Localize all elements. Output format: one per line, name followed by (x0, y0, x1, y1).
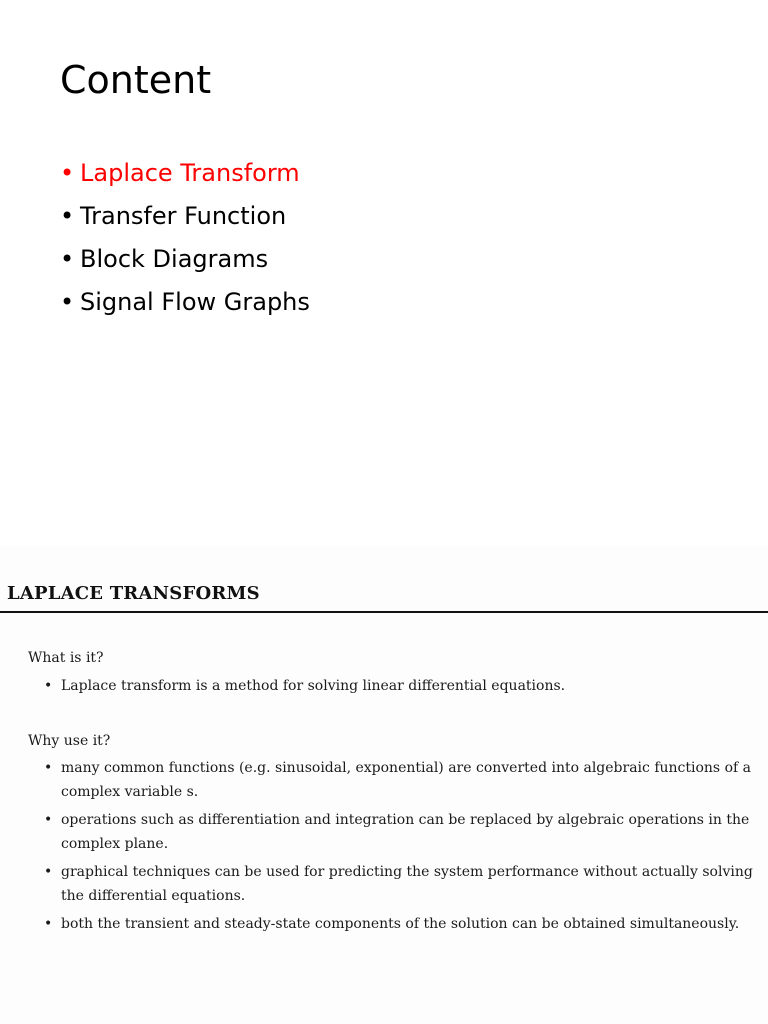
what-is-it-label: What is it? (28, 650, 104, 666)
bullet: • (60, 245, 75, 273)
list-item (44, 860, 764, 908)
list-item (44, 756, 764, 804)
bullet: • (60, 288, 75, 316)
list-item (44, 674, 764, 698)
list-item-text: graphical techniques can be used for predicting the system performance without actually solving the differential equations. (61, 864, 753, 904)
content-slide-title: Content (60, 58, 212, 102)
bullet: • (44, 916, 53, 932)
content-item-laplace-transform (60, 152, 310, 195)
list-item-text: both the transient and steady-state components of the solution can be obtained simultaneously. (61, 916, 740, 932)
bullet: • (60, 159, 75, 187)
laplace-slide (0, 545, 768, 1024)
bullet: • (44, 678, 53, 694)
bullet: • (44, 760, 53, 776)
list-item (44, 912, 764, 936)
content-item-label: Transfer Function (80, 202, 287, 230)
list-item-text: Laplace transform is a method for solving linear differential equations. (61, 678, 566, 694)
bullet: • (44, 812, 53, 828)
content-item-label: Block Diagrams (80, 245, 269, 273)
content-item-transfer-function (60, 195, 310, 238)
why-use-it-label: Why use it? (28, 733, 111, 749)
title-divider (0, 611, 768, 613)
what-is-it-list (44, 674, 764, 702)
laplace-slide-title: LAPLACE TRANSFORMS (7, 583, 260, 604)
content-item-label: Laplace Transform (80, 159, 300, 187)
list-item-text: many common functions (e.g. sinusoidal, exponential) are converted into algebraic functions of a complex variable s. (61, 760, 751, 800)
why-use-it-list (44, 756, 764, 940)
content-list (60, 152, 310, 324)
content-item-signal-flow-graphs (60, 281, 310, 324)
content-item-block-diagrams (60, 238, 310, 281)
content-item-label: Signal Flow Graphs (80, 288, 310, 316)
bullet: • (60, 202, 75, 230)
list-item-text: operations such as differentiation and integration can be replaced by algebraic operations in the complex plane. (61, 812, 750, 852)
bullet: • (44, 864, 53, 880)
list-item (44, 808, 764, 856)
